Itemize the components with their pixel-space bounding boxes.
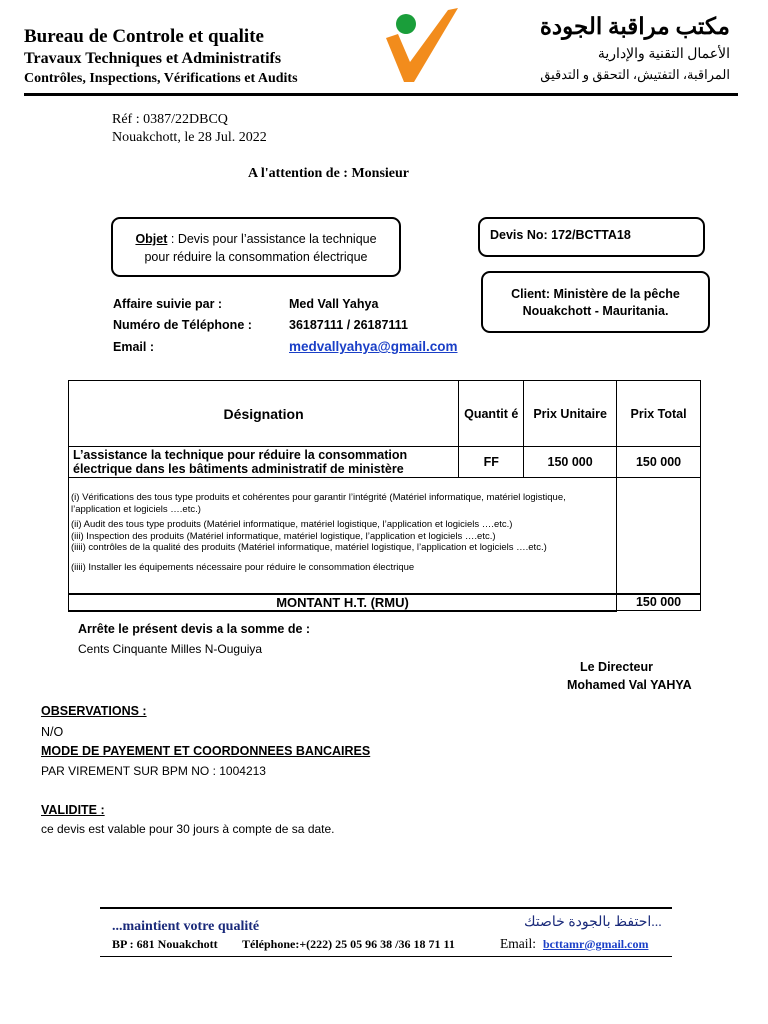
observations-value: N/O bbox=[41, 725, 64, 739]
footer-email-link[interactable]: bcttamr@gmail.com bbox=[543, 937, 649, 951]
header-unit-price: Prix Unitaire bbox=[524, 381, 617, 447]
detail-item: (iiii) contrôles de la qualité des produits (Matériel informatique, matériel logistique, l’application et logiciels ….etc.) bbox=[71, 542, 547, 553]
table-header-row bbox=[69, 381, 701, 447]
devis-number: Devis No: 172/BCTTA18 bbox=[490, 228, 631, 242]
company-subtitle: Travaux Techniques et Administratifs bbox=[24, 50, 282, 67]
reference: Réf : 0387/22DBCQ bbox=[112, 112, 228, 127]
client-box bbox=[481, 271, 710, 333]
validity-value: ce devis est valable pour 30 jours à compte de sa date. bbox=[41, 822, 335, 836]
detail-item: (iiii) Installer les équipements nécessaire pour réduire le consommation électrique bbox=[71, 561, 415, 573]
details-row bbox=[69, 478, 701, 594]
details-cell bbox=[69, 478, 617, 594]
table-row bbox=[69, 447, 701, 478]
company-services: Contrôles, Inspections, Vérifications et Audits bbox=[24, 71, 298, 86]
attention-line: A l'attention de : Monsieur bbox=[248, 166, 409, 181]
total-row bbox=[69, 594, 701, 611]
logo-check bbox=[386, 8, 458, 82]
arabic-subtitle: الأعمال التقنية والإدارية bbox=[597, 47, 730, 62]
amount-words-intro: Arrête le présent devis a la somme de : bbox=[78, 622, 311, 636]
header-divider bbox=[24, 93, 738, 96]
signature-title: Le Directeur bbox=[580, 660, 653, 674]
total-value: 150 000 bbox=[617, 594, 701, 611]
objet-label: Objet bbox=[135, 232, 168, 246]
footer-slogan-arabic: ...احتفظ بالجودة خاصتك bbox=[524, 915, 662, 930]
total-label: MONTANT H.T. (RMU) bbox=[69, 594, 617, 611]
arabic-company-name: مكتب مراقبة الجودة bbox=[539, 14, 730, 39]
devis-number-box bbox=[478, 217, 705, 257]
header-quantity: Quantit é bbox=[459, 381, 524, 447]
detail-item: (iii) Inspection des produits (Matériel informatique, matériel logistique, l’application et logiciels ….etc.) bbox=[71, 530, 496, 542]
row-quantity: FF bbox=[459, 447, 524, 478]
objet-text-line1: : Devis pour l’assistance la technique bbox=[167, 232, 377, 246]
payment-title: MODE DE PAYEMENT ET COORDONNEES BANCAIRES bbox=[41, 744, 371, 758]
client-line2: Nouakchott - Mauritania. bbox=[522, 304, 669, 318]
logo-dot bbox=[396, 14, 416, 34]
company-logo bbox=[382, 6, 462, 84]
objet-text-line2: pour réduire la consommation électrique bbox=[144, 250, 368, 264]
signature-name: Mohamed Val YAHYA bbox=[567, 678, 692, 692]
followed-by-value: Med Vall Yahya bbox=[289, 297, 379, 311]
header-designation: Désignation bbox=[69, 381, 459, 447]
footer-divider-bottom bbox=[100, 956, 672, 957]
company-name: Bureau de Controle et qualite bbox=[24, 26, 264, 47]
row-total: 150 000 bbox=[617, 447, 701, 478]
observations-title: OBSERVATIONS : bbox=[41, 704, 147, 718]
footer-bp: BP : 681 Nouakchott bbox=[112, 937, 218, 951]
detail-item: (ii) Audit des tous type produits (Matériel informatique, matériel logistique, l’application et logiciels ….etc.) bbox=[71, 519, 513, 530]
email-label: Email : bbox=[113, 340, 154, 354]
header-total-price: Prix Total bbox=[617, 381, 701, 447]
arabic-services: المراقبة، التفتيش، التحقق و التدقيق bbox=[540, 67, 730, 82]
amount-words-value: Cents Cinquante Milles N-Ouguiya bbox=[78, 642, 263, 656]
followed-by-label: Affaire suivie par : bbox=[113, 297, 223, 311]
email-link[interactable]: medvallyahya@gmail.com bbox=[289, 339, 458, 354]
detail-item: (i) Vérifications des tous type produits et cohérentes pour garantir l’intégrité (Matériel informatique, matériel logistique, l’application et logiciels ….etc.) bbox=[71, 492, 566, 515]
footer-slogan: ...maintient votre qualité bbox=[112, 919, 260, 934]
objet-box bbox=[111, 217, 401, 277]
phone-value: 36187111 / 26187111 bbox=[289, 318, 408, 332]
row-unit-price: 150 000 bbox=[524, 447, 617, 478]
phone-label: Numéro de Téléphone : bbox=[113, 318, 252, 332]
details-total-cell bbox=[617, 478, 701, 594]
client-line1: Client: Ministère de la pêche bbox=[511, 287, 680, 301]
footer-email-label: Email: bbox=[500, 936, 536, 951]
quote-table bbox=[68, 380, 701, 612]
validity-title: VALIDITE : bbox=[41, 803, 105, 817]
footer-phone: Téléphone:+(222) 25 05 96 38 /36 18 71 11 bbox=[242, 937, 455, 951]
payment-value: PAR VIREMENT SUR BPM NO : 1004213 bbox=[41, 764, 266, 778]
date-line: Nouakchott, le 28 Jul. 2022 bbox=[112, 130, 267, 145]
footer-divider-top bbox=[100, 907, 672, 909]
row-designation: L’assistance la technique pour réduire la consommation électrique dans les bâtiments administratif de ministère bbox=[69, 447, 459, 478]
